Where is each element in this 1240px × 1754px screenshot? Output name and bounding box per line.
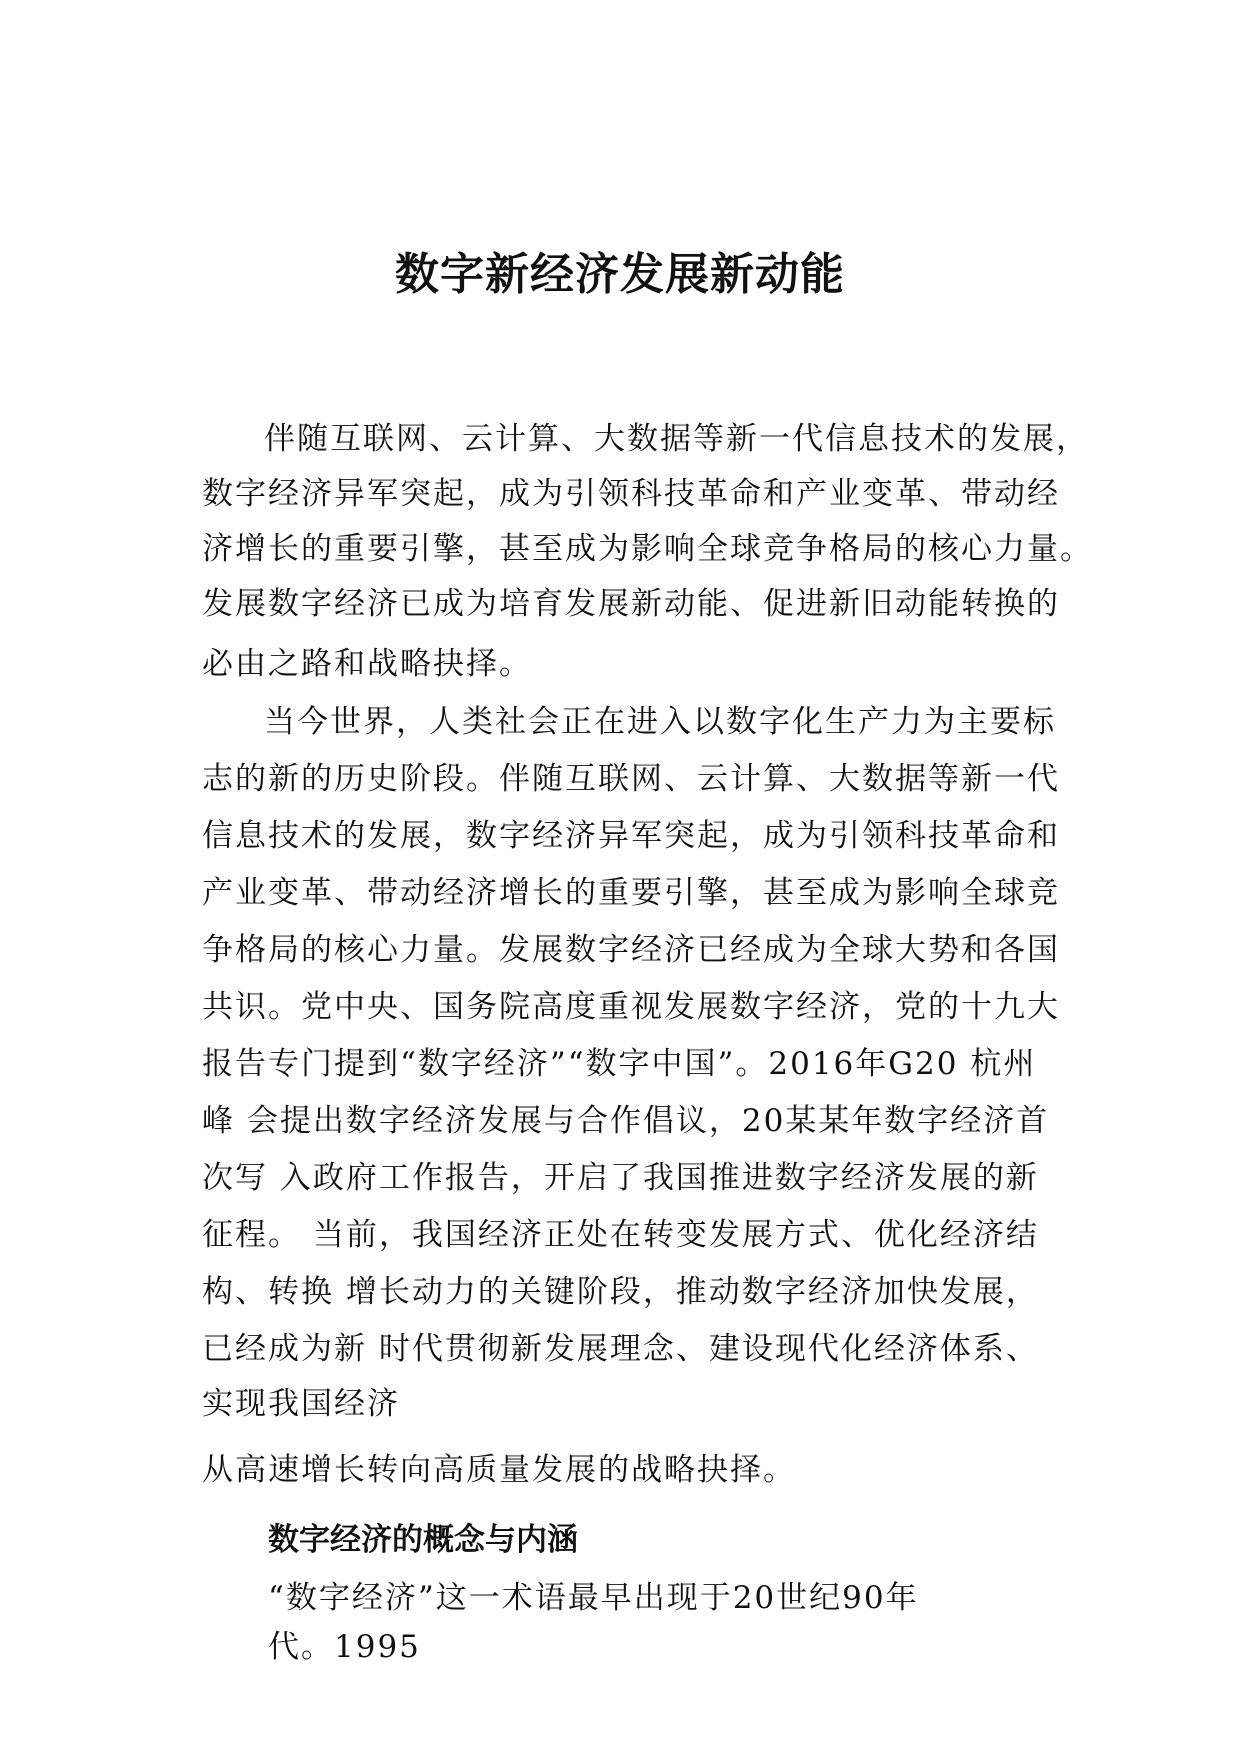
paragraph-2-line: 征程。 当前，我国经济正处在转变发展方式、优化经济结: [202, 1217, 1039, 1253]
paragraph-2-line: 共识。党中央、国务院高度重视发展数字经济，党的十九大: [202, 989, 1060, 1025]
paragraph-2-line: 信息技术的发展，数字经济异军突起，成为引领科技革命和: [202, 818, 1060, 854]
paragraph-2-line: 实现我国经济: [202, 1386, 400, 1422]
paragraph-2-line: 次写 入政府工作报告，开启了我国推进数字经济发展的新: [202, 1160, 1039, 1196]
paragraph-2-line: 当今世界，人类社会正在进入以数字化生产力为主要标: [264, 704, 1056, 740]
paragraph-2-line: 构、转换 增长动力的关键阶段，推动数字经济加快发展，: [202, 1274, 1039, 1310]
paragraph-2-line: 产业变革、带动经济增长的重要引擎，甚至成为影响全球竞: [202, 875, 1060, 911]
section-heading: 数字经济的概念与内涵: [268, 1522, 578, 1558]
paragraph-2-line: 峰 会提出数字经济发展与合作倡议，20某某年数字经济首: [202, 1103, 1050, 1139]
section-paragraph-line: 代。1995: [268, 1629, 421, 1665]
paragraph-1-line: 伴随互联网、云计算、大数据等新一代信息技术的发展，: [264, 421, 1089, 457]
paragraph-1-line: 必由之路和战略抉择。: [202, 646, 532, 682]
paragraph-2-line: 已经成为新 时代贯彻新发展理念、建设现代化经济体系、: [202, 1331, 1039, 1367]
section-paragraph-line: “数字经济”这一术语最早出现于20世纪90年: [268, 1580, 919, 1616]
paragraph-1-line: 数字经济异军突起，成为引领科技革命和产业变革、带动经: [202, 476, 1060, 512]
paragraph-3: 从高速增长转向高质量发展的战略抉择。: [202, 1452, 796, 1488]
paragraph-2-line: 志的新的历史阶段。伴随互联网、云计算、大数据等新一代: [202, 761, 1060, 797]
document-title: 数字新经济发展新动能: [395, 249, 845, 300]
paragraph-2-line: 争格局的核心力量。发展数字经济已经成为全球大势和各国: [202, 932, 1060, 968]
paragraph-1-line: 济增长的重要引擎，甚至成为影响全球竞争格局的核心力量。: [202, 531, 1093, 567]
paragraph-2-line: 报告专门提到“数字经济”“数字中国”。2016年G20 杭州: [202, 1046, 1037, 1082]
paragraph-1-line: 发展数字经济已成为培育发展新动能、促进新旧动能转换的: [202, 586, 1060, 622]
